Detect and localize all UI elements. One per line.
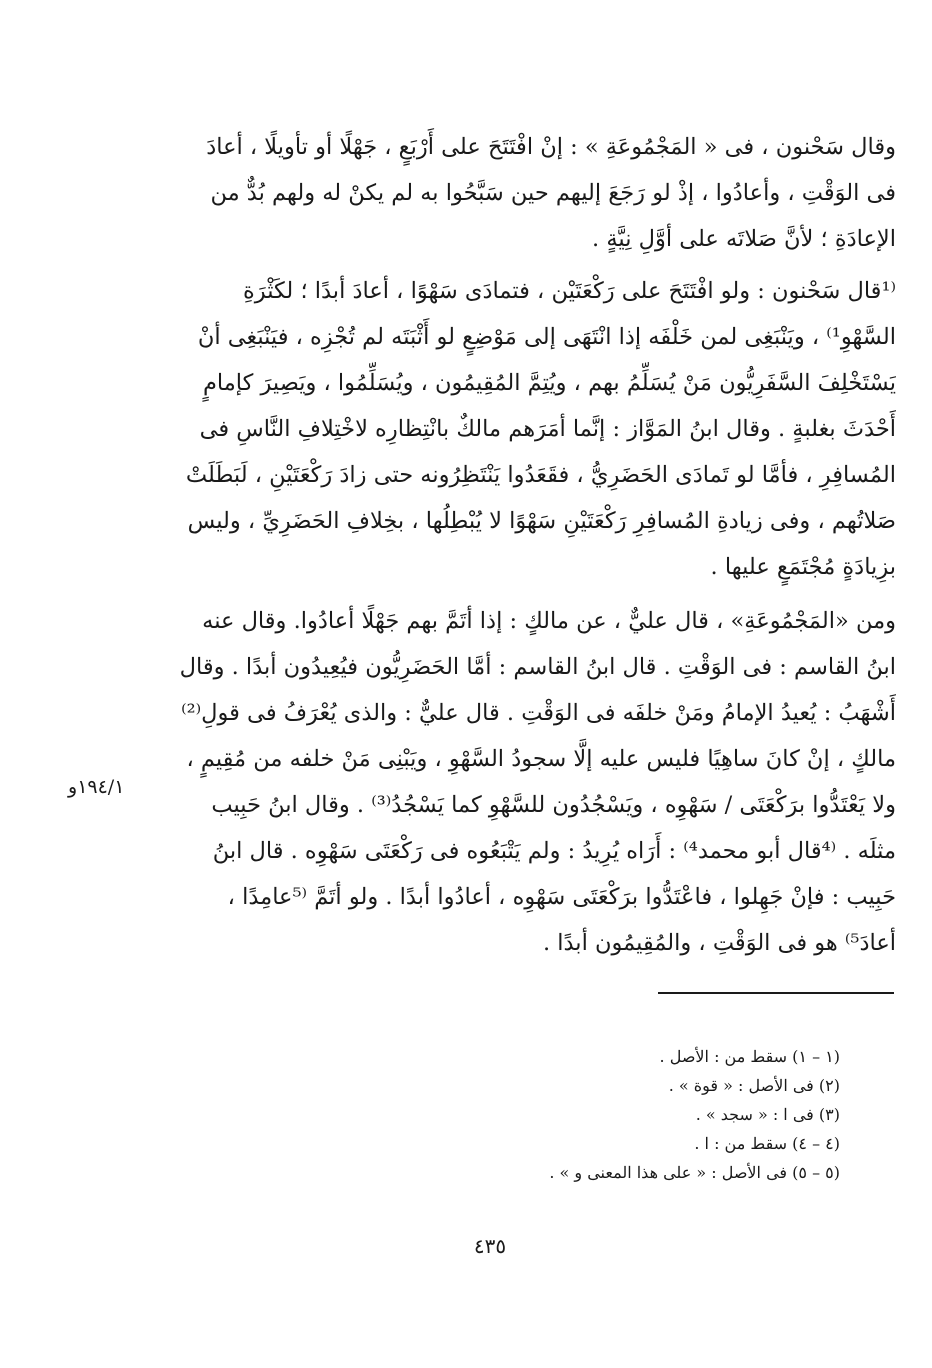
footnote: (٥ – ٥) فى الأصل : « على هذا المعنى و » . bbox=[549, 1163, 840, 1182]
text-line: الإعادَةِ ؛ لأنَّ صَلاتَه على أوَّلِ نِيَّةٍ . bbox=[592, 226, 896, 252]
text-line: وقال سَحْنون ، فى « المَجْمُوعَةِ » : إنْ افْتَتَحَ على أَرْبَعٍ ، جَهْلًا أو تأويلًا ، أعادَ bbox=[206, 134, 896, 160]
text-line: المُسافِرِ ، فأمَّا لو تَمادَى الحَضَرِيُّ ، فقَعَدُوا يَنْتَظِرُونه حتى زادَ رَكْعَتَيْنِ ، لَبَطَلَتْ bbox=[185, 462, 896, 488]
text-line: حَبِيب : فإنْ جَهِلوا ، فاعْتَدُّوا برَكْعَتَى سَهْوِه ، أعادُوا أبدًا . ولو أتَمَّ ⁽⁵عامِدًا ، bbox=[227, 884, 896, 910]
footnote: (١ – ١) سقط من : الأصل . bbox=[659, 1047, 840, 1066]
text-line: يَسْتَخْلِفَ السَّفَرِيُّون مَنْ يُسَلِّمُ بهم ، ويُتِمَّ المُقِيمُون ، ويُسَلِّمُوا ، ويَصِيرَ كإمامٍ bbox=[202, 370, 896, 396]
paragraph-2 bbox=[160, 268, 896, 590]
text-line: ولا يَعْتَدُّوا برَكْعَتَى / سَهْوِه ، ويَسْجُدُون للسَّهْوِ كما يَسْجُدُ⁽³⁾ . وقال ابنُ حَبِيب bbox=[211, 792, 896, 818]
text-line: ⁽¹قال سَحْنون : ولو افْتَتَحَ على رَكْعَتَيْن ، فتمادَى سَهْوًا ، أعادَ أبدًا ؛ لكَثْرَةِ bbox=[243, 278, 896, 304]
text-line: ومن «المَجْمُوعَةِ» ، قال عليٌّ ، عن مالكٍ : إذا أتَمَّ بهم جَهْلًا أعادُوا. وقال عنه bbox=[202, 608, 896, 634]
footnote-separator bbox=[658, 992, 894, 994]
paragraph-3 bbox=[160, 598, 896, 966]
footnote: (٣) فى ا : « سجد » . bbox=[695, 1105, 840, 1124]
text-line: فى الوَقْتِ ، وأعادُوا ، إذْ لو رَجَعَ إليهم حين سَبَّحُوا به لم يكنْ له ولهم بُدٌّ من bbox=[210, 180, 896, 206]
text-line: صَلاتُهم ، وفى زيادةِ المُسافِرِ رَكْعَتَيْنِ سَهْوًا لا يُبْطِلُها ، بخِلافِ الحَضَرِيِّ ، وليس bbox=[187, 508, 896, 534]
text-line: أَشْهَبُ : يُعيدُ الإمامُ ومَنْ خلفَه فى الوَقْتِ . قال عليٌّ : والذى يُعْرَفُ فى قولِ⁽²⁾ bbox=[181, 700, 896, 726]
text-line: السَّهْوِ¹⁾ ، ويَنْبَغِى لمن خَلْفَه إذا انْتَهَى إلى مَوْضِعٍ لو أَثْبَتَه لم تُجْزِه ، فيَنْبَغِى أنْ bbox=[197, 324, 896, 350]
text-line: أعادَ⁵⁾ هو فى الوَقْتِ ، والمُقِيمُون أبدًا . bbox=[542, 930, 896, 956]
text-line: أَحْدَثَ بغلبةٍ . وقال ابنُ المَوَّاز : إنَّما أمَرَهم مالكٌ بانْتِظارِه لاخْتِلافِ النَّاسِ فى bbox=[199, 416, 896, 442]
footnotes bbox=[420, 1042, 840, 1187]
page-number: ٤٣٥ bbox=[473, 1234, 507, 1258]
text-line: مثلَه . ⁽⁴قال أبو محمد⁴⁾ : أَرَاه يُرِيدُ : ولم يَتْبَعُوه فى رَكْعَتَى سَهْوِه . قال ابنُ bbox=[212, 838, 896, 864]
text-line: مالكٍ ، إنْ كانَ ساهِيًا فليس عليه إلَّا سجودُ السَّهْوِ ، ويَبْنِى مَنْ خلفه من مُقِيمٍ ، bbox=[186, 746, 896, 772]
paragraph-1 bbox=[160, 124, 896, 262]
footnote: (٢) فى الأصل : « قوة » . bbox=[668, 1076, 840, 1095]
manuscript-folio-marker: ١٩٤/١و bbox=[68, 776, 125, 798]
text-line: بزِيادَةٍ مُجْتَمَعٍ عليها . bbox=[710, 554, 896, 580]
text-line: ابنُ القاسم : فى الوَقْتِ . قال ابنُ القاسم : أمَّا الحَضَرِيُّون فيُعِيدُون أبدًا . وقال bbox=[179, 654, 896, 680]
footnote: (٤ – ٤) سقط من : ا . bbox=[694, 1134, 840, 1153]
